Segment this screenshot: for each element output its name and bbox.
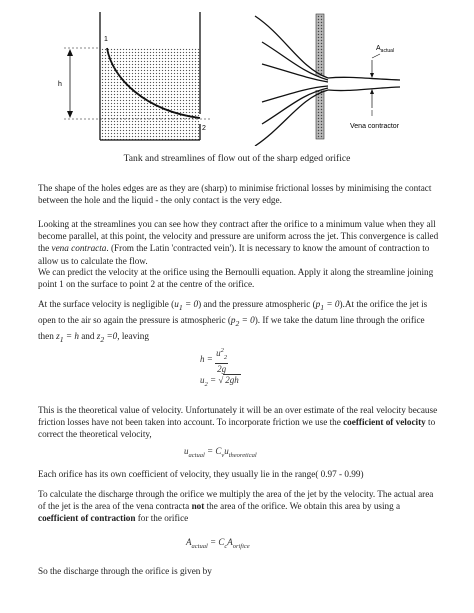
streamline-diagram xyxy=(255,14,400,146)
figure-caption: Tank and streamlines of flow out of the sharp edged orifice xyxy=(123,153,351,164)
point-2-label: 2 xyxy=(202,125,206,132)
paragraph-coefficient-range: Each orifice has its own coefficient of velocity, they usually lie in the range( 0.97 - 0.99) xyxy=(38,469,364,479)
equation-coefficient-velocity: $u_{actual} = C_vu_{theoretical}$ xyxy=(184,446,257,459)
paragraph-vena-contracta: Looking at the streamlines you can see how they contract after the orifice to a minimum value when they all become parallel, at this point, the velocity and pressure are uniform across the jet. This convergence is called the vena contracta. (From the Latin 'contracted vein'). It is necessary to know the amount of contraction to allow us to calculate the flow. xyxy=(38,219,439,266)
paragraph-surface-conditions: At the surface velocity is negligible $(u_1 = 0)$ and the pressure atmospheric $(p_1 = 0).At$ the orifice the jet is open to the air so again the pressure is atmospheric $(p_2 = 0)$. If we take the datum line through the orifice then $z_1 = h$ and $z_2 =0$, leaving xyxy=(38,299,428,344)
height-label: h xyxy=(58,81,62,88)
paragraph-discharge-area: To calculate the discharge through the orifice we multiply the area of the jet by the velocity. The actual area of the jet is the area of the vena contracta not the area of the orifice. We obtain this area by using a coefficient of contraction for the orifice xyxy=(38,489,434,524)
point-1-label: 1 xyxy=(104,36,108,43)
paragraph-sharp-edges: The shape of the holes edges are as they are (sharp) to minimise frictional losses by minimising the contact between the hole and the liquid - the only contact is the very edge. xyxy=(38,183,432,206)
paragraph-bernoulli: We can predict the velocity at the orifice using the Bernoulli equation. Apply it along the streamline joining point 1 on the surface to point 2 at the centre of the orifice. xyxy=(38,267,434,290)
paragraph-discharge: So the discharge through the orifice is given by xyxy=(38,566,212,576)
equation-velocity: $u_2$ = √ 2gh xyxy=(200,375,239,388)
tank-diagram xyxy=(58,12,210,140)
a-actual-label: $A_{actual}$ xyxy=(376,45,395,54)
equation-coefficient-contraction: $A_{actual} = C_cA_{orifice}$ xyxy=(186,537,250,550)
vena-contractor-label: Vena contractor xyxy=(350,123,400,130)
equation-height: h = $\frac{u^2_2}{2g}$ xyxy=(200,347,228,374)
orifice-figure xyxy=(50,6,430,146)
paragraph-theoretical-velocity: This is the theoretical value of velocity. Unfortunately it will be an over estimate of the real velocity because friction losses have not been taken into account. To incorporate friction we use the coefficient of velocity to correct the theoretical velocity, xyxy=(38,405,438,440)
